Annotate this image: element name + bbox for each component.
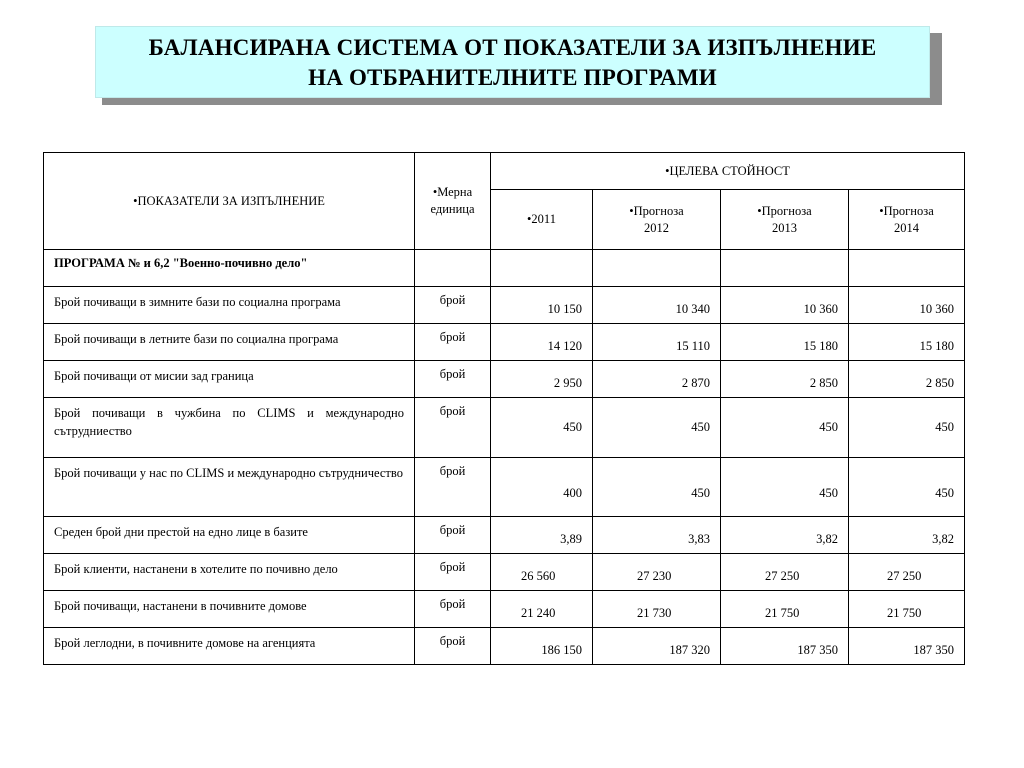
table-row xyxy=(44,324,965,361)
kpi-table xyxy=(43,152,965,665)
header-year-2013-label: •Прогноза xyxy=(757,203,812,218)
indicator-cell: Среден брой дни престой на едно лице в базите xyxy=(44,517,415,554)
header-year-2011 xyxy=(491,190,593,250)
title-box xyxy=(95,26,930,98)
value-2014: 15 180 xyxy=(849,324,965,361)
unit-cell: брой xyxy=(415,591,491,628)
table-row xyxy=(44,398,965,458)
indicator-cell: Брой почиващи от мисии зад граница xyxy=(44,361,415,398)
value-2011: 26 560 xyxy=(491,554,593,591)
value-2012: 3,83 xyxy=(593,517,721,554)
value-2012: 27 230 xyxy=(593,554,721,591)
value-2013: 2 850 xyxy=(721,361,849,398)
value-2014: 2 850 xyxy=(849,361,965,398)
value-2014: 21 750 xyxy=(849,591,965,628)
indicator-cell: Брой почиващи в зимните бази по социална програма xyxy=(44,287,415,324)
value-2012: 15 110 xyxy=(593,324,721,361)
program-empty-cell xyxy=(849,250,965,287)
program-title: ПРОГРАМА № и 6,2 "Военно-почивно дело" xyxy=(44,250,415,287)
unit-cell: брой xyxy=(415,554,491,591)
header-year-2014 xyxy=(849,190,965,250)
value-2012: 450 xyxy=(593,458,721,517)
value-2011: 2 950 xyxy=(491,361,593,398)
header-target: •ЦЕЛЕВА СТОЙНОСТ xyxy=(491,153,965,190)
value-2012: 10 340 xyxy=(593,287,721,324)
indicator-cell: Брой клиенти, настанени в хотелите по почивно дело xyxy=(44,554,415,591)
unit-cell: брой xyxy=(415,458,491,517)
program-empty-cell xyxy=(415,250,491,287)
unit-cell: брой xyxy=(415,324,491,361)
value-2012: 187 320 xyxy=(593,628,721,665)
program-empty-cell xyxy=(721,250,849,287)
indicator-cell: Брой леглодни, в почивните домове на агенцията xyxy=(44,628,415,665)
value-2014: 27 250 xyxy=(849,554,965,591)
header-year-2014-label: •Прогноза xyxy=(879,203,934,218)
value-2013: 187 350 xyxy=(721,628,849,665)
page-title-line-1: БАЛАНСИРАНА СИСТЕМА ОТ ПОКАЗАТЕЛИ ЗА ИЗПЪЛНЕНИЕ xyxy=(148,35,877,60)
value-2012: 21 730 xyxy=(593,591,721,628)
value-2011: 450 xyxy=(491,398,593,458)
table-row xyxy=(44,554,965,591)
value-2013: 15 180 xyxy=(721,324,849,361)
value-2011: 21 240 xyxy=(491,591,593,628)
value-2013: 450 xyxy=(721,398,849,458)
table-row xyxy=(44,287,965,324)
value-2014: 10 360 xyxy=(849,287,965,324)
program-empty-cell xyxy=(491,250,593,287)
table-row xyxy=(44,628,965,665)
header-year-2014-value: 2014 xyxy=(894,220,920,235)
indicator-cell: Брой почиващи в чужбина по CLIMS и международно сътрудниество xyxy=(44,398,415,458)
header-year-2012-label: •Прогноза xyxy=(629,203,684,218)
header-unit-line-1: •Мерна xyxy=(432,185,473,199)
table-row xyxy=(44,458,965,517)
value-2013: 21 750 xyxy=(721,591,849,628)
unit-cell: брой xyxy=(415,361,491,398)
header-year-2012 xyxy=(593,190,721,250)
header-unit xyxy=(415,153,491,250)
value-2011: 14 120 xyxy=(491,324,593,361)
unit-cell: брой xyxy=(415,517,491,554)
value-2011: 3,89 xyxy=(491,517,593,554)
unit-cell: брой xyxy=(415,287,491,324)
table-row xyxy=(44,517,965,554)
indicator-cell: Брой почиващи, настанени в почивните домове xyxy=(44,591,415,628)
value-2013: 10 360 xyxy=(721,287,849,324)
indicator-cell: Брой почиващи у нас по CLIMS и международно сътрудничество xyxy=(44,458,415,517)
value-2013: 27 250 xyxy=(721,554,849,591)
table-row xyxy=(44,591,965,628)
value-2014: 187 350 xyxy=(849,628,965,665)
header-year-2011-label: •2011 xyxy=(527,212,556,226)
header-year-2012-value: 2012 xyxy=(644,220,669,235)
value-2012: 450 xyxy=(593,398,721,458)
page-title-line-2: НА ОТБРАНИТЕЛНИТЕ ПРОГРАМИ xyxy=(308,65,717,90)
value-2014: 450 xyxy=(849,458,965,517)
value-2011: 400 xyxy=(491,458,593,517)
indicator-cell: Брой почиващи в летните бази по социална програма xyxy=(44,324,415,361)
value-2013: 3,82 xyxy=(721,517,849,554)
header-year-2013-value: 2013 xyxy=(772,220,797,235)
value-2011: 186 150 xyxy=(491,628,593,665)
value-2014: 3,82 xyxy=(849,517,965,554)
value-2012: 2 870 xyxy=(593,361,721,398)
unit-cell: брой xyxy=(415,398,491,458)
program-empty-cell xyxy=(593,250,721,287)
value-2011: 10 150 xyxy=(491,287,593,324)
header-unit-line-2: единица xyxy=(430,202,475,216)
value-2014: 450 xyxy=(849,398,965,458)
table-row xyxy=(44,361,965,398)
header-indicators: •ПОКАЗАТЕЛИ ЗА ИЗПЪЛНЕНИЕ xyxy=(44,153,415,250)
unit-cell: брой xyxy=(415,628,491,665)
value-2013: 450 xyxy=(721,458,849,517)
header-year-2013 xyxy=(721,190,849,250)
